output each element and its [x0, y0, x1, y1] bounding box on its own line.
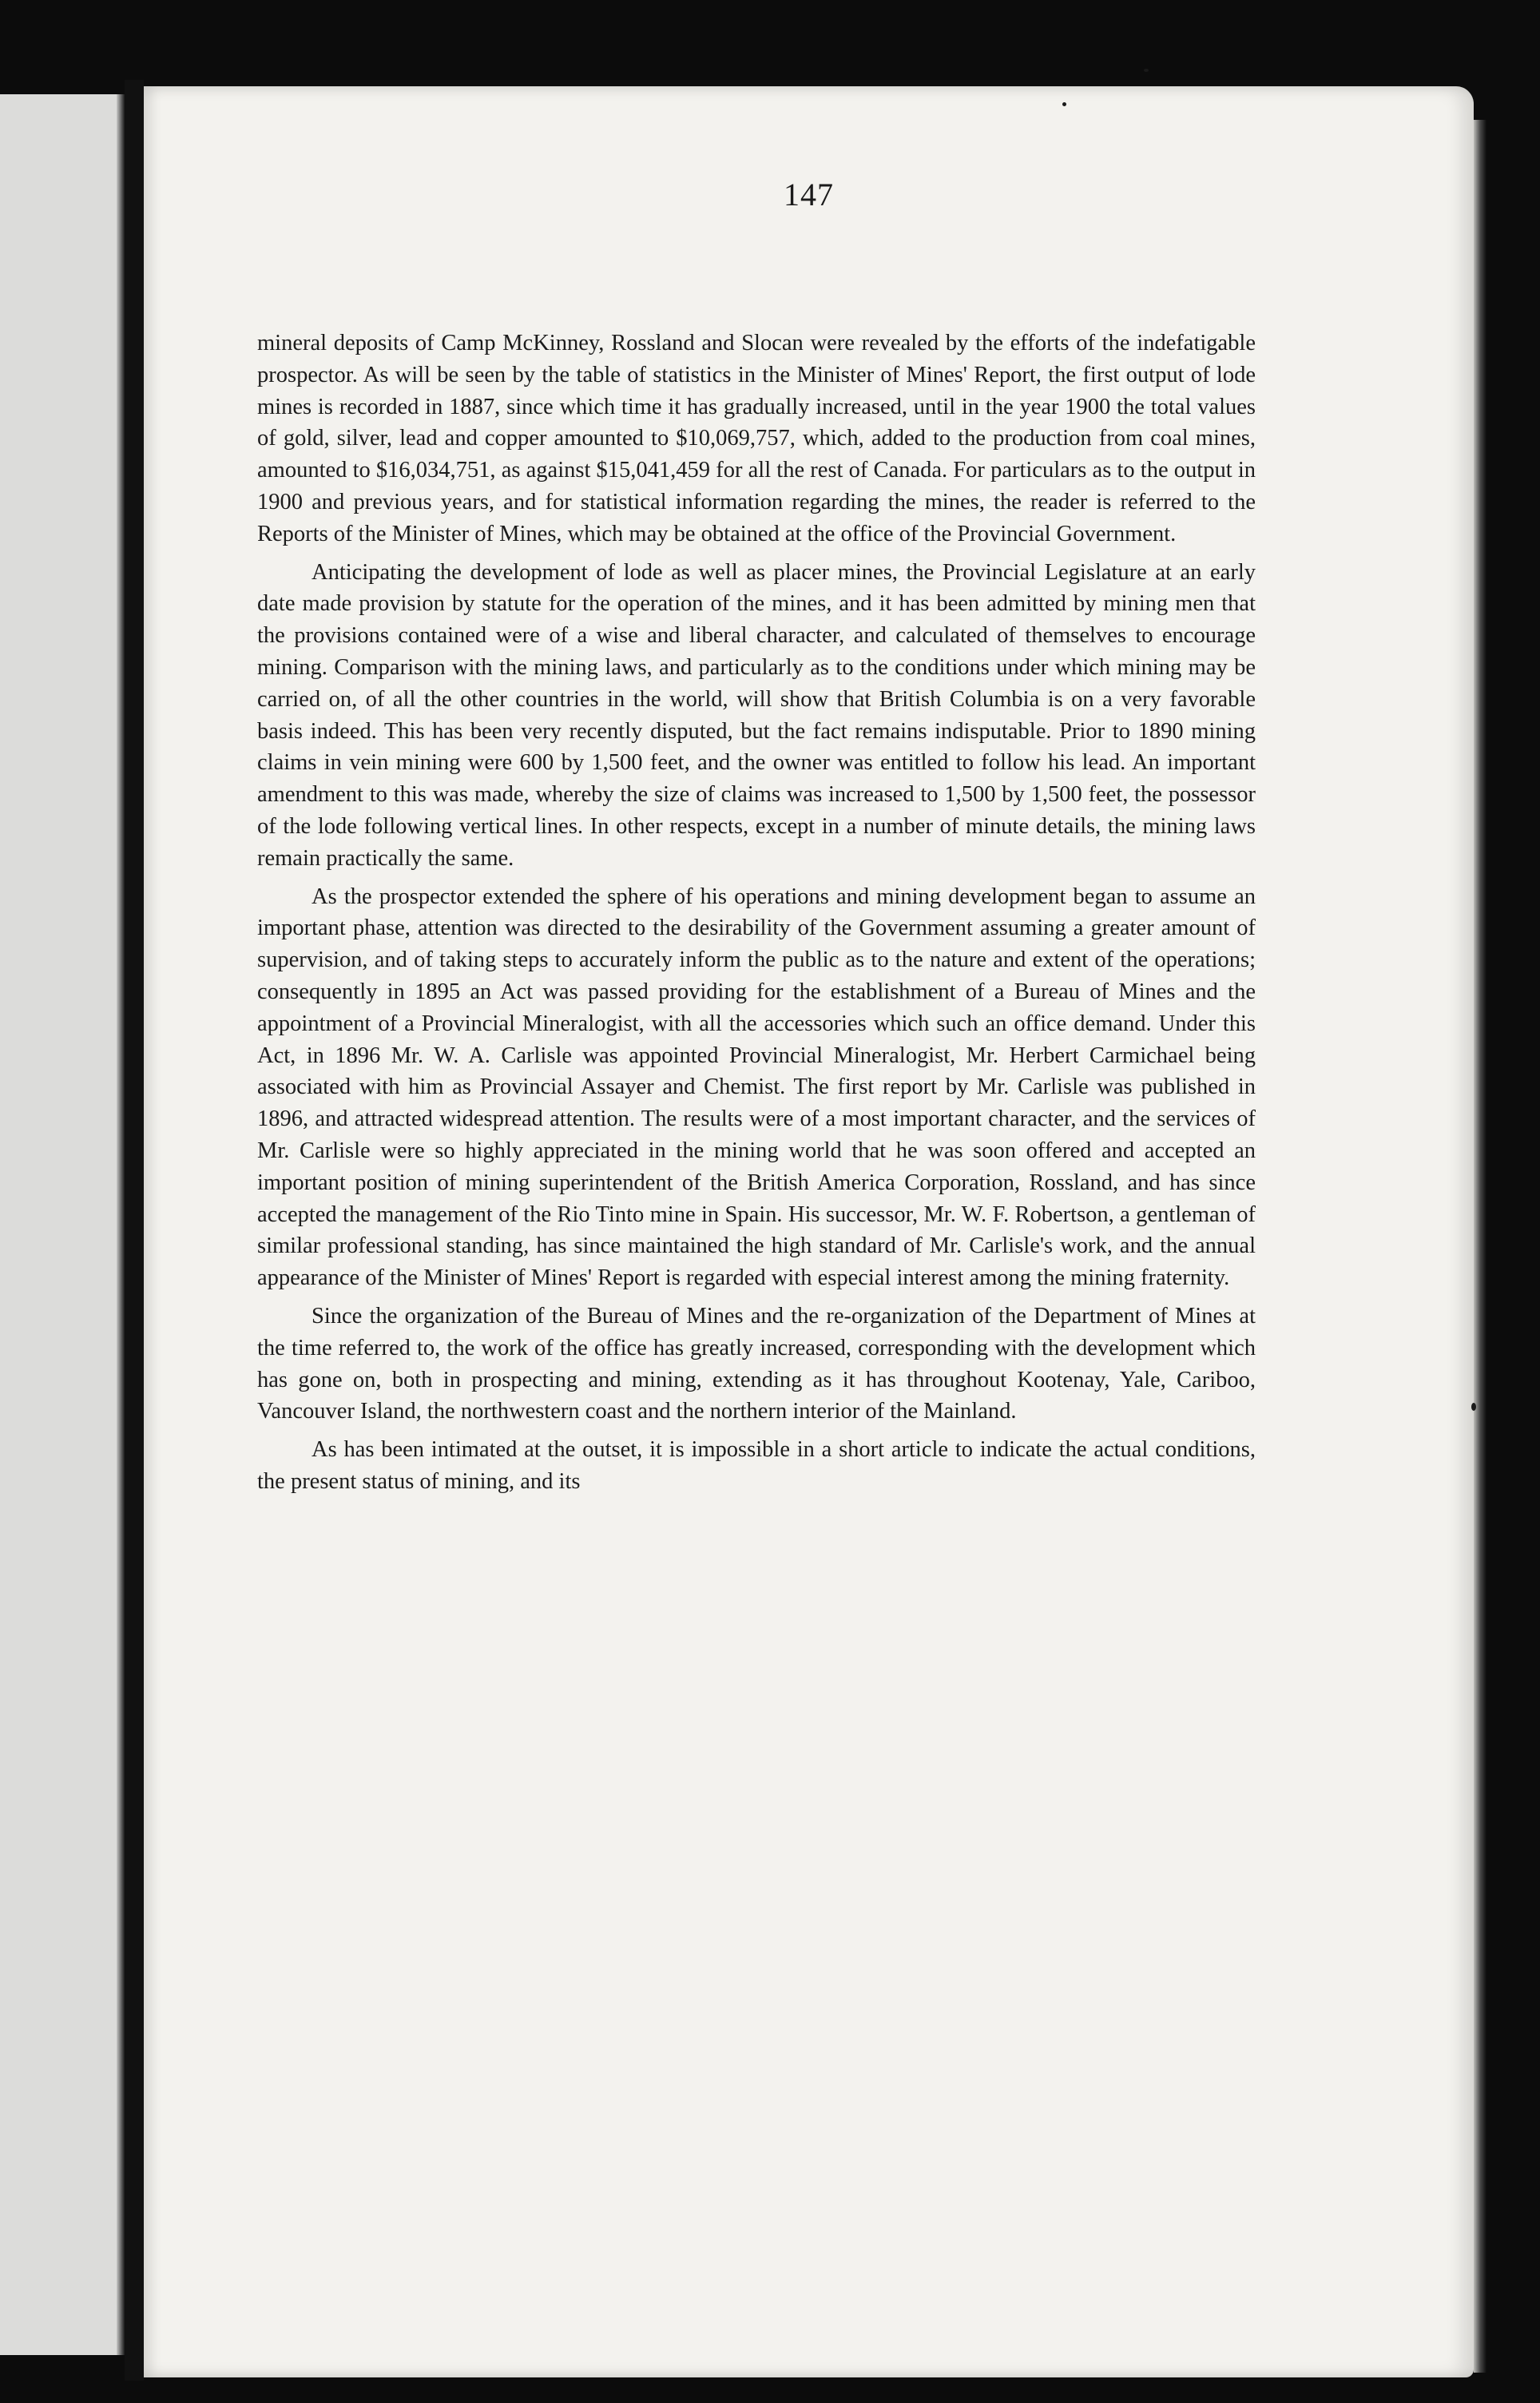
paragraph-bureau-of-mines: As the prospector extended the sphere of his operations and mining development began to assume an important phase, attention was directed to the desirability of the Government assuming a greater amount of supervision, and of taking steps to accurately inform the public as to the nature and extent of the operations; consequently in 1895 an Act was passed providing for the establishment of a Bureau of Mines and the appointment of a Provincial Mineralogist, with all the accessories which such an office demand. Under this Act, in 1896 Mr. W. A. Carlisle was appointed Provincial Mineralogist, Mr. Herbert Carmichael being associated with him as Provincial Assayer and Chemist. The first report by Mr. Carlisle was published in 1896, and attracted widespread attention. The results were of a most important character, and the services of Mr. Carlisle were so highly appreciated in the mining world that he was soon offered and accepted an important position of mining superintendent of the British America Corporation, Rossland, and has since accepted the management of the Rio Tinto mine in Spain. His successor, Mr. W. F. Robertson, a gentleman of similar professional standing, has since maintained the high standard of Mr. Carlisle's work, and the annual appearance of the Minister of Mines' Report is regarded with especial interest among the mining fraternity. — [257, 884, 1256, 1291]
paragraph-mining-laws: Anticipating the development of lode as well as placer mines, the Provincial Legislature at an early date made provision by statute for the operation of the mines, and it has been admitted by mining men that the provisions contained were of a wise and liberal character, and calculated of themselves to encourage mining. Comparison with the mining laws, and particularly as to the conditions under which mining may be carried on, of all the other countries in the world, will show that British Columbia is on a very favorable basis indeed. This has been very recently disputed, but the fact remains indisputable. Prior to 1890 mining claims in vein mining were 600 by 1,500 feet, and the owner was entitled to follow his lead. An important amendment to this was made, whereby the size of claims was increased to 1,500 by 1,500 feet, the possessor of the lode following vertical lines. In other respects, except in a number of minute details, the mining laws remain practically the same. — [257, 559, 1256, 871]
facing-page-edge — [0, 94, 121, 2355]
paragraph-closing: As has been intimated at the outset, it is impossible in a short article to indicate the actual conditions, the present status of mining, and its — [257, 1437, 1256, 1494]
dust-speck — [1471, 1403, 1476, 1411]
body-text — [257, 328, 1256, 1498]
dust-speck — [1144, 69, 1149, 72]
dust-speck — [1062, 102, 1066, 106]
page-edge-shadow — [1474, 120, 1486, 2373]
paragraph-department-work: Since the organization of the Bureau of Mines and the re-organization of the Department of Mines at the time referred to, the work of the office has greatly increased, corresponding with the development which has gone on, both in prospecting and mining, extending as it has throughout Kootenay, Yale, Cariboo, Vancouver Island, the northwestern coast and the northern interior of the Mainland. — [257, 1303, 1256, 1424]
facing-page-shadow — [117, 94, 125, 2355]
page-number: 147 — [784, 177, 834, 212]
paragraph-continued: mineral deposits of Camp McKinney, Rossland and Slocan were revealed by the efforts of the indefatigable prospector. As will be seen by the table of statistics in the Minister of Mines' Report, the first output of lode mines is recorded in 1887, since which time it has gradually increased, until in the year 1900 the total values of gold, silver, lead and copper amounted to $10,069,757, which, added to the production from coal mines, amounted to $16,034,751, as against $15,041,459 for all the rest of Canada. For particulars as to the output in 1900 and previous years, and for statistical information regarding the mines, the reader is referred to the Reports of the Minister of Mines, which may be obtained at the office of the Provincial Government. — [257, 331, 1256, 546]
book-gutter — [125, 80, 144, 2381]
